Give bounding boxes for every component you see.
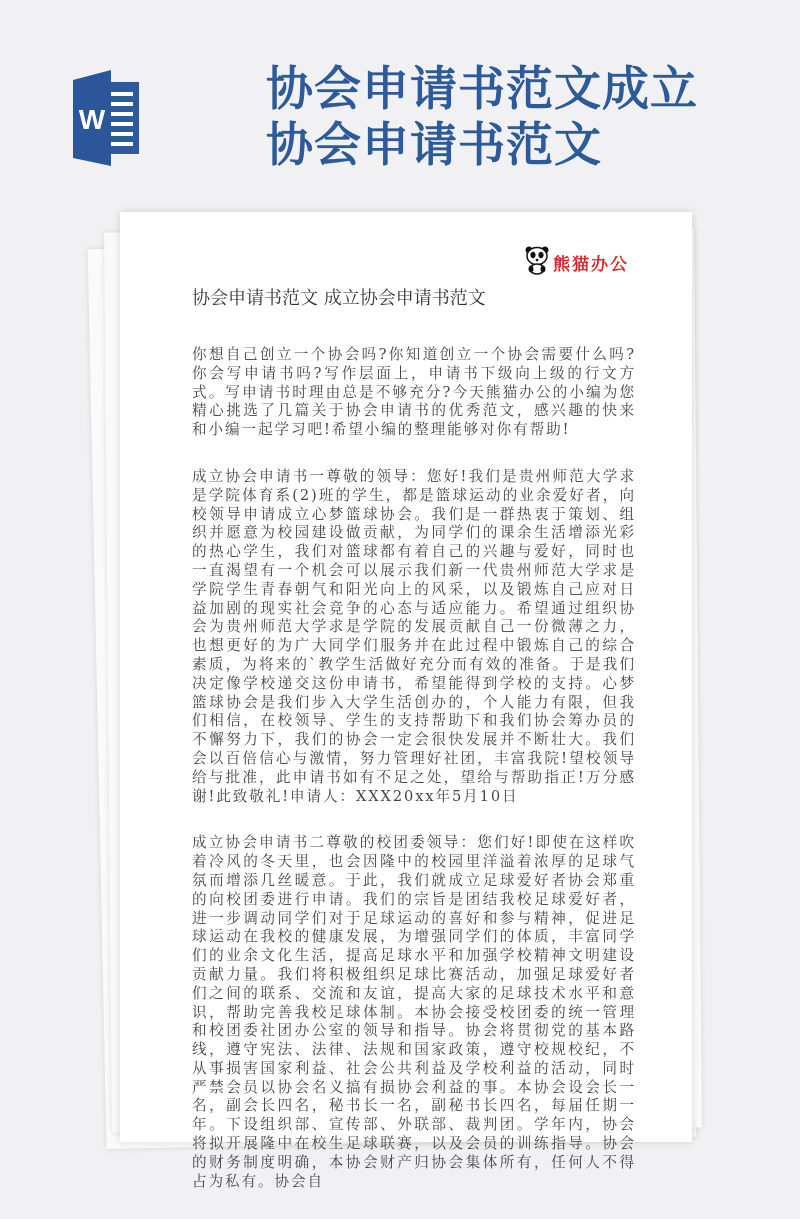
sample-paragraph-2: 成立协会申请书二尊敬的校团委领导：您们好!即使在这样吹着冷风的冬天里，也会因隆中的校园里洋溢着浓厚的足球气氛而增添几丝暖意。于此，我们就成立足球爱好者协会郑重的向校团委进行申请。我们的宗旨是团结我校足球爱好者，进一步调动同学们对于足球运动的喜好和参与精神，促进足球运动在我校的健康发展，为增强同学们的体质，丰富同学们的业余文化生活，提高足球水平和加强学校精神文明建设贡献力量。我们将积极组织足球比赛活动，加强足球爱好者们之间的联系、交流和友谊，提高大家的足球技术水平和意识，帮助完善我校足球体制。本协会接受校团委的统一管理和校团委社团办公室的领导和指导。协会将贯彻党的基本路线，遵守宪法、法律、法规和国家政策，遵守校规校纪，不从事损害国家利益、社会公共利益及学校利益的活动，同时严禁会员以协会名义搞有损协会利益的事。本协会设会长一名，副会长四名，秘书长一名，副秘书长四名，每届任期一年。下设组织部、宣传部、外联部、裁判团。学年内，协会将拟开展隆中在校生足球联赛，以及会员的训练指导。协会的财务制度明确，本协会财产归协会集体所有，任何人不得占为私有。协会自 xyxy=(192,834,636,1190)
page-title: 协会申请书范文成立协会申请书范文 xyxy=(266,62,698,173)
intro-paragraph: 你想自己创立一个协会吗?你知道创立一个协会需要什么吗?你会写申请书吗?写作层面上，申请书下级向上级的行文方式。写申请书时理由总是不够充分?今天熊猫办公的小编为您精心挑选了几篇关于协会申请书的优秀范文，感兴趣的快来和小编一起学习吧!希望小编的整理能够对你有帮助! xyxy=(192,346,636,439)
sample-paragraph-1: 成立协会申请书一尊敬的领导：您好!我们是贵州师范大学求是学院体育系(2)班的学生，都是篮球运动的业余爱好者，向校领导申请成立心梦篮球协会。我们是一群热衷于策划、组织并愿意为校园建设做贡献，为同学们的课余生活增添光彩的热心学生，我们对篮球都有着自己的兴趣与爱好，同时也一直渴望有一个机会可以展示我们新一代贵州师范大学求是学院学生青春朝气和阳光向上的风采，以及锻炼自己应对日益加剧的现实社会竞争的心态与适应能力。希望通过组织协会为贵州师范大学求是学院的发展贡献自己一份微薄之力，也想更好的为广大同学们服务并在此过程中锻炼自己的综合素质，为将来的`教学生活做好充分而有效的准备。于是我们决定像学校递交这份申请书，希望能得到学校的支持。心梦篮球协会是我们步入大学生活创办的，个人能力有限，但我们相信，在校领导、学生的支持帮助下和我们协会筹办员的不懈努力下，我们的协会一定会很快发展并不断壮大。我们会以百倍信心与激情，努力管理好社团，丰富我院!望校领导给与批准，此申请书如有不足之处，望给与帮助指正!万分感谢!此致敬礼!申请人：XXX20xx年5月10日 xyxy=(192,467,636,805)
logo-text: 熊猫办公 xyxy=(553,254,629,275)
word-icon-letter: W xyxy=(78,104,106,135)
document-body xyxy=(192,346,636,1219)
document-page xyxy=(120,212,692,1190)
panda-icon xyxy=(525,245,549,279)
brand-logo xyxy=(525,245,629,279)
word-document-icon xyxy=(73,70,141,166)
document-title: 协会申请书范文 成立协会申请书范文 xyxy=(192,288,486,309)
